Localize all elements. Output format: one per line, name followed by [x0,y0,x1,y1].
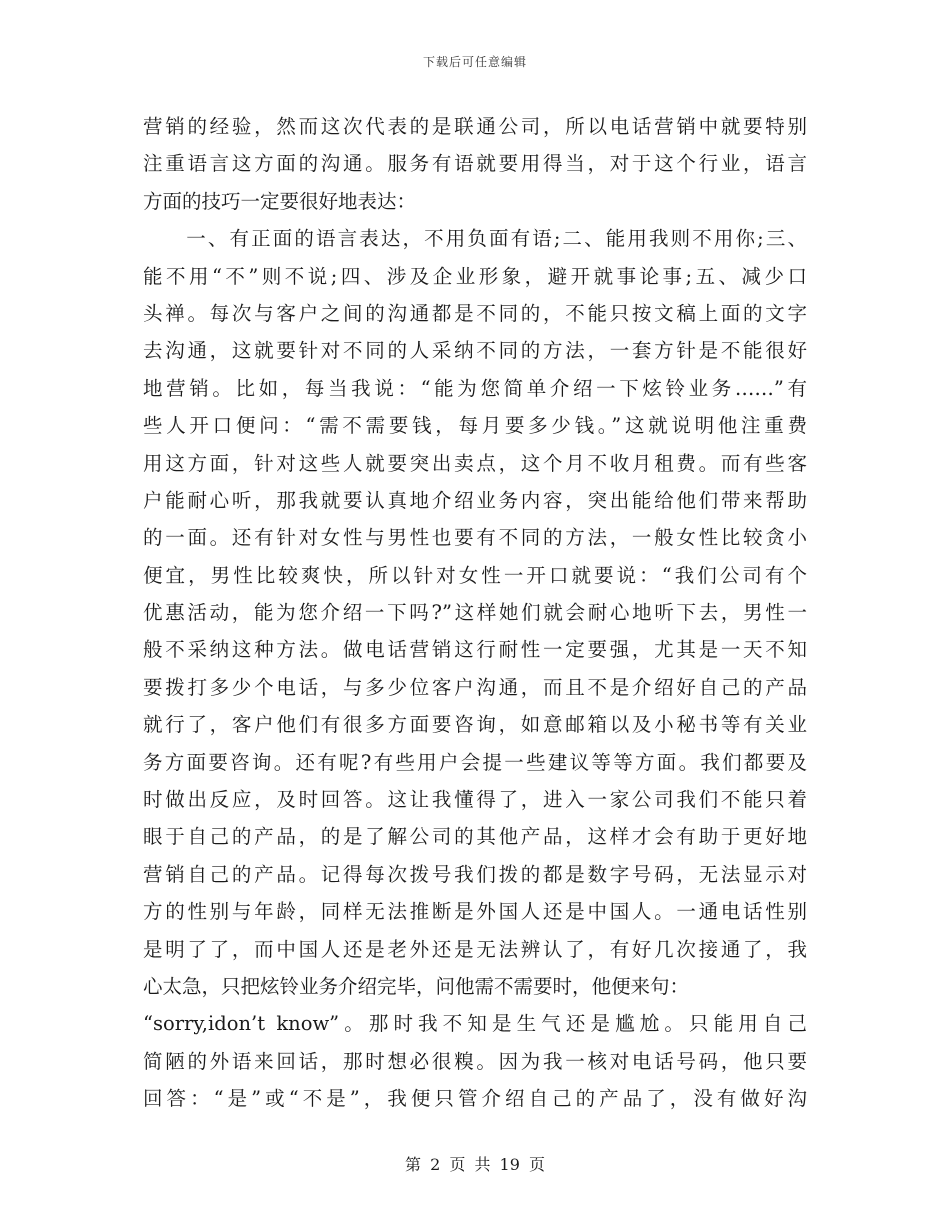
page-number-footer: 第 2 页 共 19 页 [405,1155,545,1174]
text-line: 是明了了，而中国人还是老外还是无法辨认了，有好几次接通了，我 [143,937,807,961]
text-line: 简陋的外语来回话，那时想必很糗。因为我一核对电话号码，他只要 [143,1049,807,1073]
text-line: 能不用“不”则不说;四、涉及企业形象，避开就事论事;五、减少口 [143,264,807,288]
text-line: 头禅。每次与客户之间的沟通都是不同的，不能只按文稿上面的文字 [143,301,807,325]
text-line: 户能耐心听，那我就要认真地介绍业务内容，突出能给他们带来帮助 [143,488,807,512]
text-line: 去沟通，这就要针对不同的人采纳不同的方法，一套方针是不能很好 [143,339,807,363]
text-line: 便宜，男性比较爽快，所以针对女性一开口就要说：“我们公司有个 [143,563,807,587]
text-line: “sorry,idon’t know”。那时我不知是生气还是尴尬。只能用自己 [143,1012,807,1036]
text-line: 营销的经验，然而这次代表的是联通公司，所以电话营销中就要特别 [143,115,807,138]
text-line: 眼于自己的产品，的是了解公司的其他产品，这样才会有助于更好地 [143,825,807,849]
text-line: 的一面。还有针对女性与男性也要有不同的方法，一般女性比较贪小 [143,526,807,550]
text-line: 地营销。比如，每当我说：“能为您简单介绍一下炫铃业务……”有 [143,376,807,400]
document-body [143,108,807,1118]
text-line: 注重语言这方面的沟通。服务有语就要用得当，对于这个行业，语言 [143,152,807,176]
text-line: 务方面要咨询。还有呢?有些用户会提一些建议等等方面。我们都要及 [143,750,807,774]
text-line: 时做出反应，及时回答。这让我懂得了，进入一家公司我们不能只着 [143,788,807,812]
text-line: 要拨打多少个电话，与多少位客户沟通，而且不是介绍好自己的产品 [143,675,807,699]
text-line: 方面的技巧一定要很好地表达： [143,189,417,213]
text-line: 优惠活动，能为您介绍一下吗?”这样她们就会耐心地听下去，男性一 [143,601,807,625]
text-line: 回答：“是”或“不是”，我便只管介绍自己的产品了，没有做好沟 [143,1087,807,1111]
text-line: 营销自己的产品。记得每次拨号我们拨的都是数字号码，无法显示对 [143,862,807,886]
page-header: 下载后可任意编辑 [422,55,527,69]
text-line: 般不采纳这种方法。做电话营销这行耐性一定要强，尤其是一天不知 [143,638,807,662]
text-line: 就行了，客户他们有很多方面要咨询，如意邮箱以及小秘书等有关业 [143,713,807,737]
text-line: 用这方面，针对这些人就要突出卖点，这个月不收月租费。而有些客 [143,451,807,475]
text-line: 心太急，只把炫铃业务介绍完毕，问他需不需要时，他便来句： [143,974,690,998]
text-line: 一、有正面的语言表达，不用负面有语;二、能用我则不用你;三、 [143,227,807,251]
text-line: 方的性别与年龄，同样无法推断是外国人还是中国人。一通电话性别 [143,900,807,924]
text-line: 些人开口便问：“需不需要钱，每月要多少钱。”这就说明他注重费 [143,414,807,438]
